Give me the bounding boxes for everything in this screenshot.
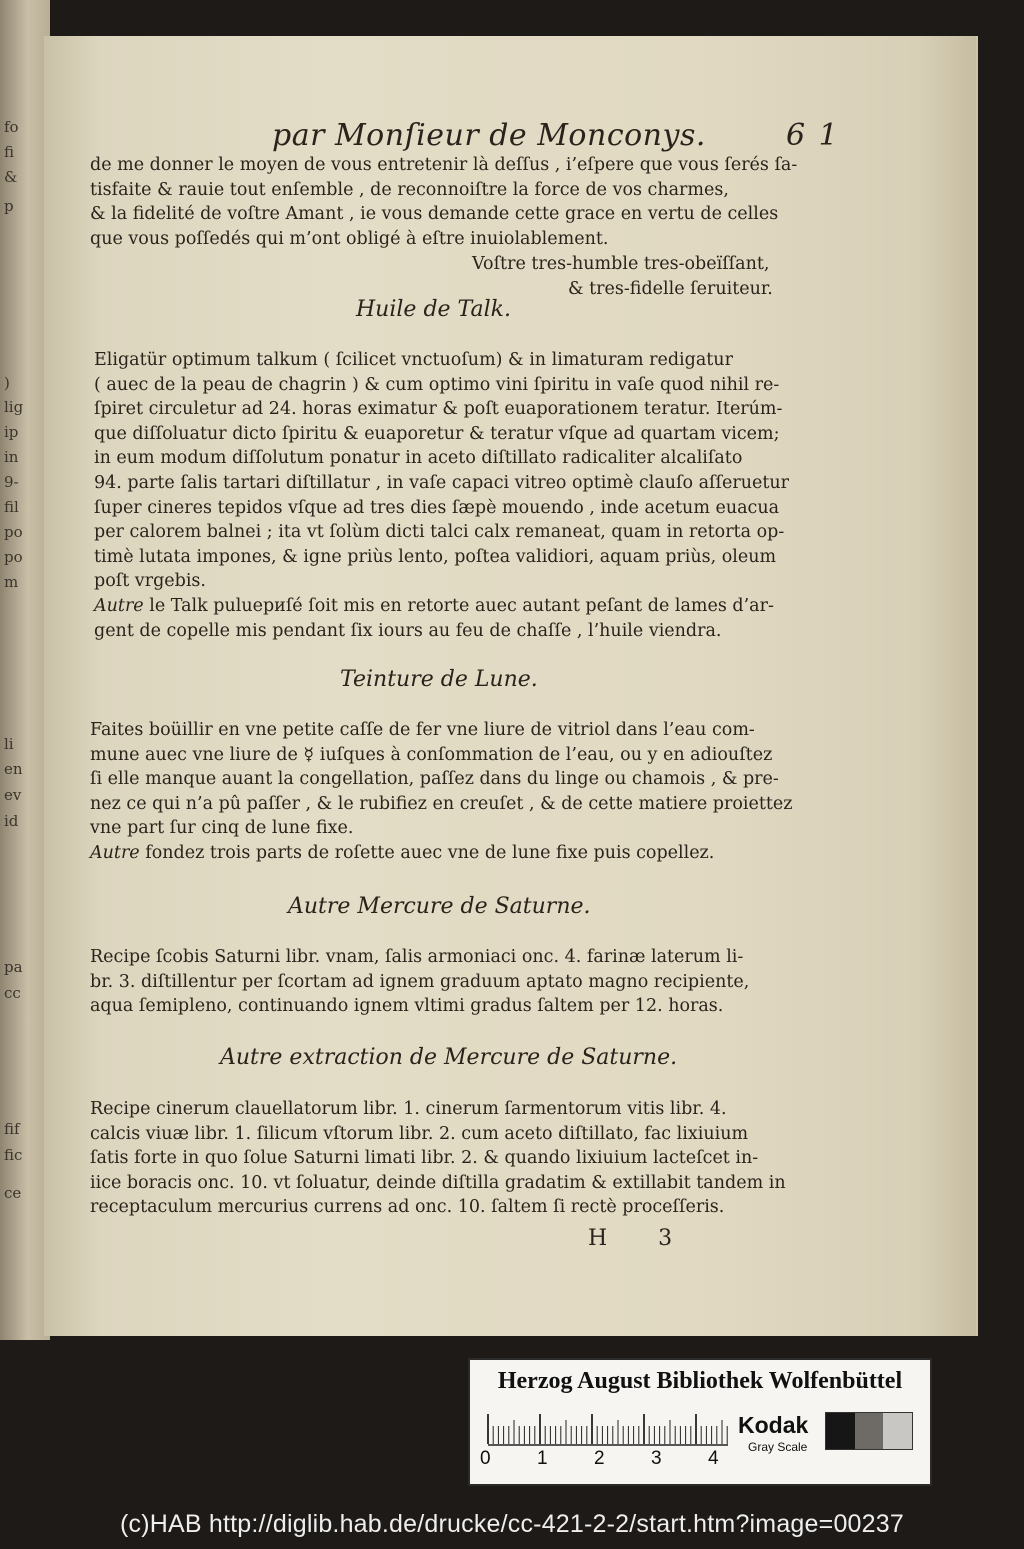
section-heading: Teinture de Lune. xyxy=(340,667,538,692)
facing-page-fragment: ) xyxy=(4,374,10,392)
facing-page-fragment: en xyxy=(4,760,23,778)
signature-mark: H 3 xyxy=(588,1226,695,1251)
text-line: que vous poſſedés qui m’ont obligé à eſtre inuiolablement. xyxy=(90,228,609,249)
running-title: par Monſieur de Monconys. xyxy=(272,118,706,153)
facing-page-fragment: cc xyxy=(4,984,21,1002)
text-line: Recipe cinerum clauellatorum libr. 1. cinerum ſarmentorum vitis libr. 4. xyxy=(90,1099,727,1119)
facing-page-fragment: fi xyxy=(4,143,15,161)
facing-page-fragment: fo xyxy=(4,118,19,136)
gray-swatch xyxy=(826,1413,855,1449)
folio-number: 6 1 xyxy=(786,118,840,153)
facing-page-fragment: li xyxy=(4,735,14,753)
text-line: calcis viuæ libr. 1. ſilicum vſtorum libr. 2. cum aceto diſtillato, fac lixiuium xyxy=(90,1123,749,1144)
section-body xyxy=(90,1097,786,1220)
letter-block xyxy=(90,153,797,251)
copyright-url: (c)HAB http://diglib.hab.de/drucke/cc-421-2-2/start.htm?image=00237 xyxy=(120,1510,904,1538)
text-line: in eum modum diſſolutum ponatur in aceto diſtillato radicaliter alcaliſato xyxy=(94,448,743,469)
facing-page-fragment: pa xyxy=(4,958,23,976)
text-line: receptaculum mercurius currens ad onc. 10. ſaltem ſi rectè proceſſeris. xyxy=(90,1197,725,1218)
library-name: Herzog August Bibliothek Wolfenbüttel xyxy=(497,1368,903,1394)
section-heading: Huile de Talk. xyxy=(356,297,511,322)
text-line: per calorem balnei ; ita vt ſolùm dicti talci calx remaneat, quam in retorta op- xyxy=(94,522,785,543)
autre-word: Autre xyxy=(94,595,144,616)
text-line: & la fidelité de voſtre Amant , ie vous demande cette grace en vertu de celles xyxy=(90,204,779,225)
text-line: aqua ſemipleno, continuando ignem vltimi gradus ſaltem per 12. horas. xyxy=(90,996,724,1017)
ruler-number: 3 xyxy=(651,1448,662,1469)
text-line: mune auec vne liure de ☿ iuſques à conſommation de l’eau, ou y en adiouſtez xyxy=(90,744,773,765)
text-line: 94. parte ſalis tartari diſtillatur , in vaſe capaci vitreo optimè clauſo aſſeruetur xyxy=(94,472,789,493)
gray-swatch xyxy=(855,1413,884,1449)
text-line: Faites boüillir en vne petite caſſe de fer vne liure de vitriol dans l’eau com- xyxy=(90,720,755,740)
gray-swatch xyxy=(883,1413,912,1449)
text-line: Autre le Talk puluериſé ſoit mis en retorte auec autant peſant de lames d’ar- xyxy=(94,595,774,616)
text-line: gent de copelle mis pendant ſix iours au feu de chaſſe , l’huile viendra. xyxy=(94,620,722,641)
facing-page-fragment: p xyxy=(4,197,14,215)
text-line: iice boracis onc. 10. vt ſoluatur, deinde diſtilla gradatim & extillabit tandem in xyxy=(90,1172,786,1193)
ruler-number: 2 xyxy=(594,1448,605,1469)
facing-page-fragment: ev xyxy=(4,786,22,804)
ruler-number: 0 xyxy=(480,1448,491,1469)
book-page xyxy=(44,36,976,1336)
text-line: nez ce qui n’a pû paſſer , & le rubifiez en creuſet , & de cette matiere proiettez xyxy=(90,793,793,814)
facing-page-fragment: po xyxy=(4,548,23,566)
color-reference-card xyxy=(468,1358,932,1486)
facing-page-fragment: fic xyxy=(4,1146,23,1164)
facing-page-fragment: fil xyxy=(4,498,19,516)
text-line: Recipe ſcobis Saturni libr. vnam, ſalis armoniaci onc. 4. farinæ laterum li- xyxy=(90,947,744,967)
facing-page-fragment: fif xyxy=(4,1120,20,1138)
facing-page-fragment: lig xyxy=(4,398,24,416)
text-line: que diſſoluatur dicto ſpiritu & euaporetur & teratur vſque ad quartam vicem; xyxy=(94,423,780,444)
scale-ruler xyxy=(484,1412,734,1446)
text-line: ſuper cineres tepidos vſque ad tres dies ſæpè mouendo , inde acetum euacua xyxy=(94,497,780,518)
gray-swatches xyxy=(825,1412,913,1450)
section-heading: Autre Mercure de Saturne. xyxy=(288,894,591,919)
facing-page-fragment: & xyxy=(4,168,18,186)
text-line: br. 3. diſtillentur per ſcortam ad ignem graduum aptato magno recipiente, xyxy=(90,971,750,992)
text-line: Autre fondez trois parts de roſette auec vne de lune fixe puis copellez. xyxy=(90,842,715,863)
ruler-number: 1 xyxy=(537,1448,548,1469)
text-line: ( auec de la peau de chagrin ) & cum optimo vini ſpiritu in vaſe quod nihil re- xyxy=(94,374,780,395)
text-line: timè lutata impones, & igne priùs lento, poſtea validiori, aquam priùs, oleum xyxy=(94,546,777,567)
section-body xyxy=(94,348,789,643)
facing-page-fragment: ce xyxy=(4,1184,22,1202)
text-line: poſt vrgebis. xyxy=(94,571,206,592)
facing-page-fragment: 9- xyxy=(4,473,19,491)
letter-closing-1: Voſtre tres-humble tres-obeïſſant, xyxy=(472,254,770,274)
facing-page-fragment: id xyxy=(4,812,19,830)
text-line: ſatis forte in quo ſolue Saturni limati libr. 2. & quando lixiuium lacteſcet in- xyxy=(90,1148,759,1169)
autre-word: Autre xyxy=(90,842,140,863)
text-line: vne part ſur cinq de lune fixe. xyxy=(90,818,354,839)
text-line: Eligatür optimum talkum ( ſcilicet vnctuoſum) & in limaturam redigatur xyxy=(94,350,733,370)
text-line: ſi elle manque auant la congellation, paſſez dans du linge ou chamois , & pre- xyxy=(90,769,779,790)
text-line: tisfaite & rauie tout enſemble , de reconnoiſtre la force de vos charmes, xyxy=(90,179,729,200)
facing-page-fragment: in xyxy=(4,448,19,466)
letter-closing-2: & tres-fidelle ſeruiteur. xyxy=(568,279,773,299)
section-body xyxy=(90,945,749,1019)
ruler-number: 4 xyxy=(708,1448,719,1469)
facing-page-edge xyxy=(0,0,50,1340)
facing-page-fragment: ip xyxy=(4,423,19,441)
brand-label: Kodak xyxy=(738,1412,809,1438)
ruler-numbers xyxy=(480,1448,750,1474)
brand-sublabel: Gray Scale xyxy=(748,1440,808,1454)
text-line: ſpiret circuletur ad 24. horas eximatur & poſt euaporationem teratur. Iterúm- xyxy=(94,399,783,420)
section-heading: Autre extraction de Mercure de Saturne. xyxy=(220,1045,678,1070)
text-line: de me donner le moyen de vous entretenir là deſſus , i’eſpere que vous ſerés ſa- xyxy=(90,155,798,175)
facing-page-fragment: m xyxy=(4,573,19,591)
facing-page-fragment: po xyxy=(4,523,23,541)
section-body xyxy=(90,718,792,866)
